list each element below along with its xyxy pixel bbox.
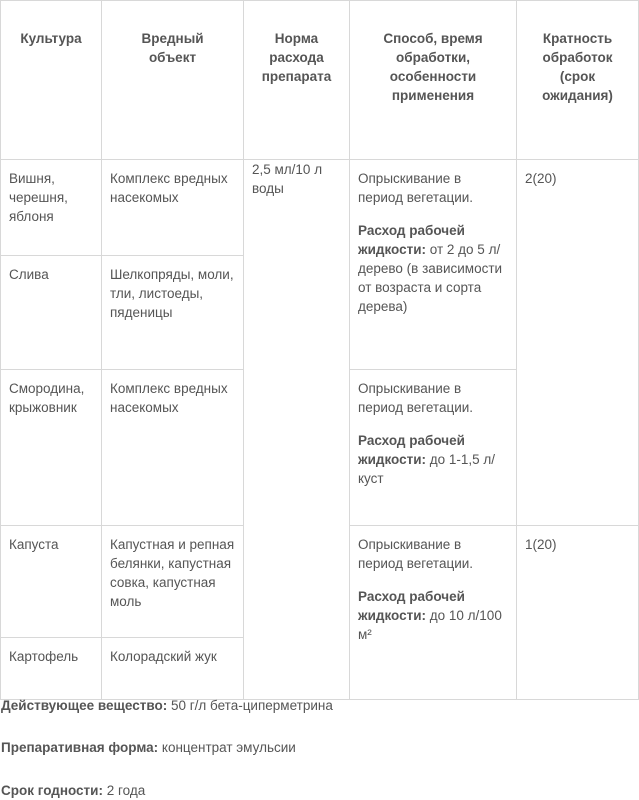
header-culture: Культура	[1, 1, 102, 160]
method-cell	[350, 160, 517, 370]
pest-cell: Комплекс вредных насекомых	[102, 370, 244, 526]
header-rate: Норма расхода препарата	[244, 1, 350, 160]
shelf-life-line	[1, 782, 145, 800]
pest-cell: Капустная и репная белянки, капустная совка, капустная моль	[102, 526, 244, 638]
method-text: Опрыскивание в период вегетации.	[358, 537, 474, 571]
rate-cell	[244, 160, 350, 700]
method-value: от 2 до 5 л/дерево (в зависимости от возраста и сорта дерева)	[358, 242, 503, 314]
method-label: Расход рабочей жидкости:	[358, 433, 465, 467]
method-cell	[350, 526, 517, 700]
method-text: Опрыскивание в период вегетации.	[358, 381, 474, 415]
culture-cell: Вишня, черешня, яблоня	[1, 160, 102, 256]
pest-cell: Комплекс вредных насекомых	[102, 160, 244, 256]
active-substance-label: Действующее вещество:	[1, 698, 168, 713]
rate-value: 2,5 мл/10 л воды	[252, 162, 323, 196]
pest-cell: Колорадский жук	[102, 638, 244, 700]
method-text: Опрыскивание в период вегетации.	[358, 171, 474, 205]
table-row	[1, 160, 639, 256]
header-pest: Вредный объект	[102, 1, 244, 160]
table-header-row	[1, 1, 639, 160]
method-label: Расход рабочей жидкости:	[358, 589, 465, 623]
method-value: до 1-1,5 л/куст	[358, 452, 496, 486]
header-method: Способ, время обработки, особенности применения	[350, 1, 517, 160]
culture-cell: Капуста	[1, 526, 102, 638]
formulation-value: концентрат эмульсии	[158, 740, 296, 755]
pest-cell: Шелкопряды, моли, тли, листоеды, пяденицы	[102, 256, 244, 370]
active-substance-line	[1, 697, 333, 715]
culture-cell: Смородина, крыжовник	[1, 370, 102, 526]
active-substance-value: 50 г/л бета-циперметрина	[167, 698, 333, 713]
frequency-cell: 1(20)	[517, 526, 639, 700]
method-label: Расход рабочей жидкости:	[358, 223, 465, 257]
formulation-line	[1, 739, 296, 757]
method-cell	[350, 370, 517, 526]
method-value: до 10 л/100 м²	[358, 608, 502, 642]
header-frequency: Кратность обработок (срок ожидания)	[517, 1, 639, 160]
shelf-life-label: Срок годности:	[1, 783, 103, 798]
formulation-label: Препаративная форма:	[1, 740, 159, 755]
shelf-life-value: 2 года	[102, 783, 146, 798]
frequency-cell: 2(20)	[517, 160, 639, 526]
culture-cell: Слива	[1, 256, 102, 370]
culture-cell: Картофель	[1, 638, 102, 700]
